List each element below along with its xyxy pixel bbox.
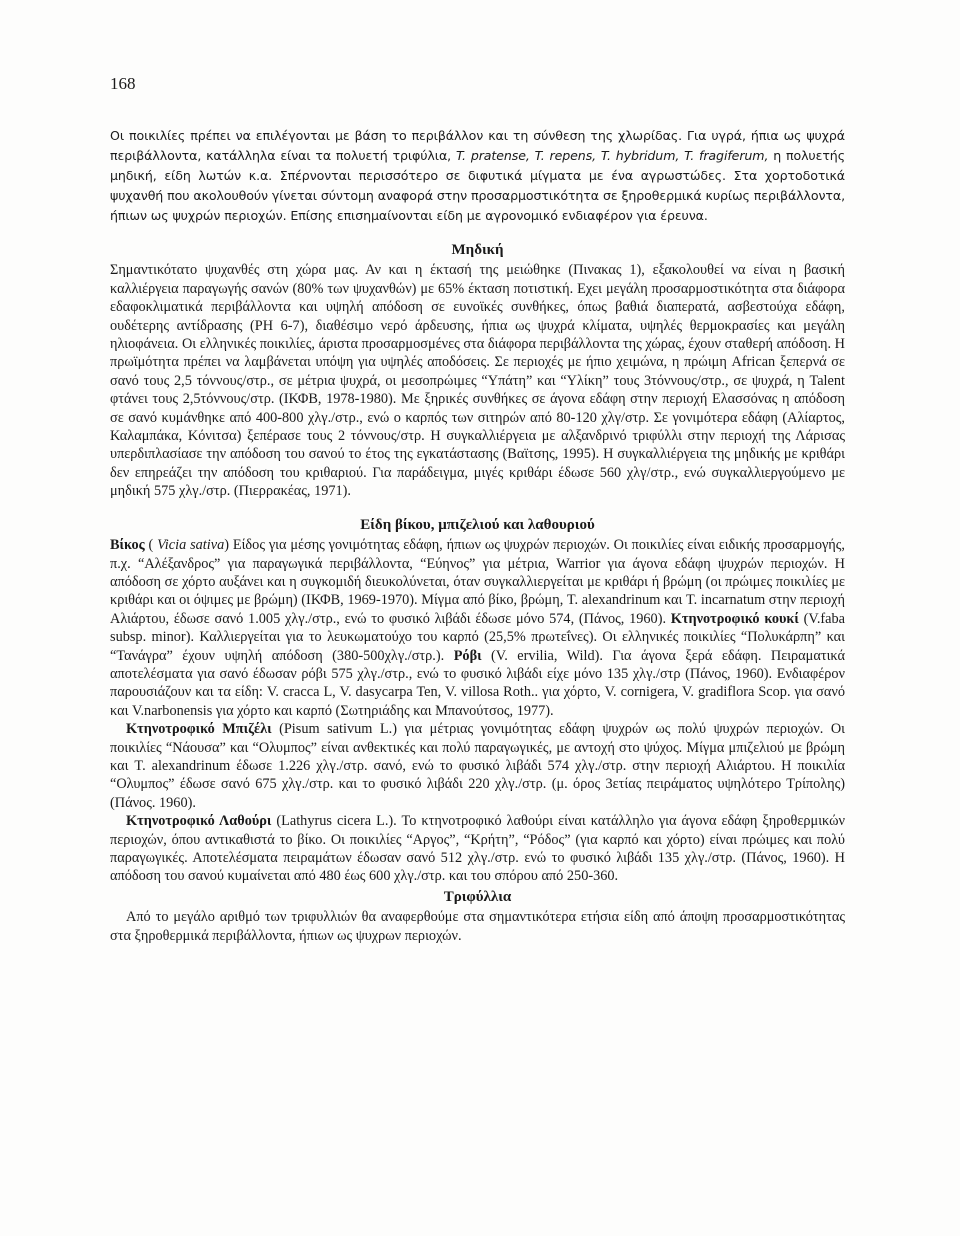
vikos-label: Βίκος [110, 537, 145, 554]
intro-species: T. pratense, T. repens, T. hybridum, T. fragiferum, [455, 148, 769, 163]
lathyrus-label: Κτηνοτροφικό Λαθούρι [126, 813, 272, 830]
vikos-text: Είδος για μέσης γονιμότητας εδάφη, ήπιων ως ψυχρών περιοχών. Οι ποικιλίες είναι ειδικής προσαρμογής, π.χ. “Αλέξανδρος” για παραγωγικά περιβάλλοντα, “Εύηνος” για μέτρια, Warrior για άγονα εδάφη ψυχρών περιοχών. Η απόδοση σε χόρτο αυξάνει και η συγκομιδή διευκολύνεται, όταν συγκαλλιεργείται με κριθάρι ή βρώμη (οι πρώιμες ποικιλίες με κριθάρι και οι όψιμες με βρώμη) (ΙΚΦΒ, 1969-1970). Μίγμα από βίκο, βρώμη, T. alexandrinum και T. incarnatum στην περιοχή Αλιάρτου, έδωσε σανό 1.005 χλγ./στρ., ενώ το φυσικό λιβάδι έδωσε μόνο 574, (Πάνος, 1960). [110, 537, 845, 627]
page-content [110, 126, 845, 945]
vikos-open: ( [144, 537, 158, 554]
lathyrus-paragraph [110, 812, 845, 886]
section-heading-clover: Τριφύλλια [443, 888, 512, 905]
vikos-latin: Vicia sativa [157, 537, 225, 554]
rovi-text: (V. ervilia, Wild). Για άγονα ξερά εδάφη. Πειραματικά αποτελέσματα για σανό έδωσαν ρόβι 575 χλγ./στρ., ενώ το φυσικό λιβάδι είχε μόνο 135 χλγ./στρ (Πάνος, 1960). Ενδιαφέρον παρουσιάζουν και τα είδη: V. cracca L, V. dasycarpa Ten, V. villosa Roth.. για χόρτο, V. cornigera, V. gradiflora Scop. για σανό και V.narbonensis για χόρτο και καρπό (Σωτηριάδης και Μπανούτσος, 1977). [110, 647, 845, 719]
page-number: 168 [110, 74, 136, 93]
clover-paragraph: Από το μεγάλο αριθμό των τριφυλλιών θα αναφερθούμε στα σημαντικότερα ετήσια είδη από άποψη προσαρμοστικότητας στα ξηροθερμικά περιβάλλοντα, ήπιων ως ψυχρων περιοχών. [110, 909, 845, 944]
vikos-close: ) [224, 537, 230, 554]
lathyrus-text: (Lathyrus cicera L.). Το κτηνοτροφικό λαθούρι είναι κατάλληλο για άγονα εδάφη ξηροθερμικών περιοχών, όπου αντικαθιστά το βίκο. Οι ποικιλίες “Αργος”, “Κρήτη”, “Ρόδος” (για καρπό και χόρτο) είναι πρώιμες και πολύ παραγωγικές. Αποτελέσματα πειραμάτων έδωσαν σανό 512 χλγ./στρ. ενώ το φυσικό λιβάδι 135 χλγ./στρ. (Πάνος, 1960). Η απόδοση του σανού κυμαίνεται από 480 έως 600 χλγ./στρ. και του σπόρου από 250-360. [110, 813, 845, 885]
fava-label: Κτηνοτροφικό κουκί [670, 610, 799, 627]
vetch-paragraph [110, 536, 845, 720]
pea-text: (Pisum sativum L.) για μέτριας γονιμότητας εδάφη ψυχρών ως πολύ ψυχρών περιοχών. Οι ποικιλίες “Νάουσα” και “Ολυμπος” είναι ανθεκτικές και πολύ παραγωγικές, με αντοχή στο ψύχος. Μίγμα μπιζελιού με βρώμη και T. alexandrinum έδωσε 1.226 χλγ./στρ. σανό, ενώ το φυσικό λιβάδι 574 χλγ./στρ. στην περιοχή Αλιάρτου. Η ποικιλία “Ολυμπος” έδωσε σανό 675 χλγ./στρ. και το φυσικό λιβάδι 220 χλγ./στρ. (μ. όρος 3ετίας πειράματος υψηλότερο Τρίπολης) (Πάνος. 1960). [110, 721, 846, 811]
pea-paragraph [110, 720, 845, 812]
section-heading-vetch: Είδη βίκου, μπιζελιού και λαθουριού [360, 516, 595, 533]
rovi-label: Ρόβι [453, 647, 482, 664]
fava-text: (V.faba subsp. minor). Καλλιεργείται για το λευκωματούχο του καρπό (25,5% πρωτεΐνες). Οι ελληνικές ποικιλίες “Πολυκάρπη” και “Τανάγρα” έχουν υψηλή απόδοση (380-500χλγ./στρ.). [110, 610, 845, 664]
intro-text-rest: η πολυετής μηδική, είδη λωτών κ.α. Σπέρνονται περισσότερο σε διφυτικά μίγματα με ένα αγρωστώδες. Στα χορτοδοτικά ψυχανθή που ακολουθούν γίνεται σύντομη αναφορά στην προσαρμοστικότητα σε ξηροθερμικά κυρίως περιβάλλοντα, ήπιων ως ψυχρών περιοχών. Επίσης επισημαίνονται είδη με αγρονομικό ενδιαφέρον για έρευνα. [110, 148, 845, 223]
pea-label: Κτηνοτροφικό Μπιζέλι [126, 721, 272, 738]
intro-text: Οι ποικιλίες πρέπει να επιλέγονται με βάση το περιβάλλον και τη σύνθεση της χλωρίδας. Για υγρά, ήπια ως ψυχρά περιβάλλοντα, κατάλληλα είναι τα πολυετή τριφύλια, [110, 128, 845, 163]
intro-paragraph [110, 126, 845, 226]
section-heading-medic: Μηδική [451, 242, 504, 258]
medic-paragraph: Σημαντικότατο ψυχανθές στη χώρα μας. Αν και η έκτασή της μειώθηκε (Πινακας 1), εξακολουθεί να είναι η βασική καλλιέργεια παραγωγής σανών (80% των ψυχανθών) με 65% έκταση ποτιστική. Εχει μεγάλη προσαρμοστικότητα στα διάφορα εδαφοκλιματικά περιβάλλοντα και υψηλή απόδοση σε ευνοϊκές συνθήκες, όπως βαθιά διαπερατά, ασβεστούχα εδάφη, ουδέτερης αντίδρασης (PH 6-7), διαθέσιμο νερό άρδευσης, ήπια ως ψυχρά κλίματα, υψηλές θερμοκρασίες και μεγάλη ηλιοφάνεια. Οι ελληνικές ποικιλίες, άριστα προσαρμοσμένες στα διάφορα περιβάλλοντα της χώρας, έχουν σταθερή απόδοση. Η πρωϊμότητα πρέπει να λαμβάνεται υπόψη για υψηλές αποδόσεις. Σε περιοχές με ήπιο χειμώνα, η πρώιμη African ξεπερνά σε σανό τους 2,5 τόννους/στρ., σε μέτρια ψυχρά, οι μεσοπρώιμες “Υπάτη” και “Υλίκη” τους 3τόννους/στρ., σε ψυχρά, η Talent φτάνει τους 2,5τόννους/στρ. (ΙΚΦΒ, 1978-1980). Με ξηρικές συνθήκες σε άγονα εδάφη στην περιοχή Ελασσόνας η απόδοση σε σανό κυμάνθηκε από 400-800 χλγ./στρ., ενώ ο καρπός των σιτηρών από 80-120 χλγ/στρ. Σε γονιμότερα εδάφη (Αλίαρτος, Καλαμπάκα, Κόνιτσα) ξεπέρασε τους 2 τόννους/στρ. Η συγκαλλιέργεια με αλξανδρινό τριφύλλι στην περιοχή της Λάρισας υπερδιπλασίασε την απόδοση του σανού το έτος της εγκατάστασης (Βαϊτσης, 1995). Η συγκαλλιέργεια της μηδικής με κριθάρι δεν επηρεάζει την απόδοση του κριθαριού. Για παράδειγμα, μιγές κριθάρι έδωσε 560 χλγ/στρ., ενώ συγκαλλιεργούμενο με μηδική 575 χλγ./στρ. (Πιερρακέας, 1971). [110, 262, 845, 500]
